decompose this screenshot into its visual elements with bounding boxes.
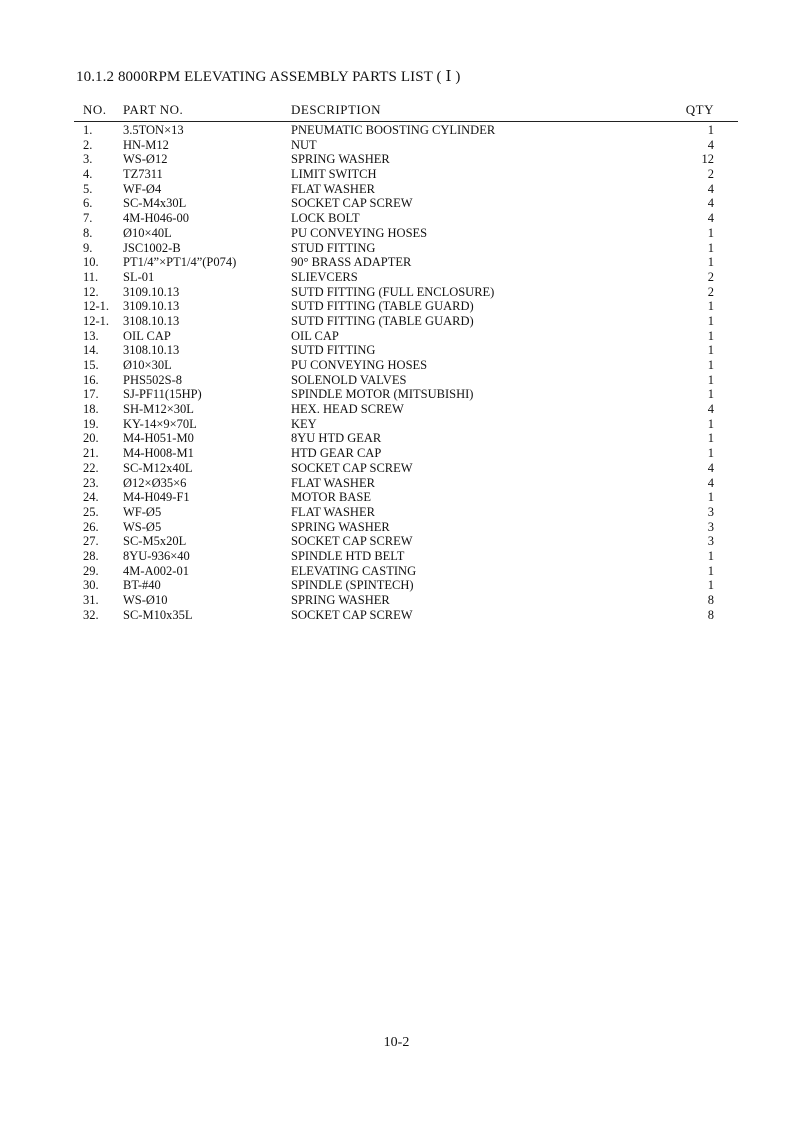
cell-part-no: PT1/4”×PT1/4”(P074): [123, 255, 237, 270]
cell-part-no: M4-H008-M1: [123, 446, 194, 461]
cell-no: 31.: [83, 593, 99, 607]
table-row: [74, 520, 738, 535]
cell-qty: 2: [707, 269, 714, 284]
cell-part-no: KY-14×9×70L: [123, 416, 197, 431]
table-row: [74, 476, 738, 491]
cell-part-no: JSC1002-B: [123, 240, 181, 255]
cell-qty: 4: [707, 196, 714, 211]
table-row: [74, 138, 738, 153]
cell-qty: 1: [707, 358, 714, 372]
table-row: [74, 182, 738, 197]
cell-qty: 1: [707, 578, 714, 593]
table-row: [74, 358, 738, 373]
cell-part-no: M4-H051-M0: [123, 431, 194, 446]
table-row: [74, 196, 738, 211]
cell-qty: 4: [707, 460, 714, 475]
cell-no: 18.: [83, 402, 99, 417]
table-row: [74, 505, 738, 520]
cell-description: MOTOR BASE: [291, 490, 371, 505]
cell-description: 90° BRASS ADAPTER: [291, 255, 412, 270]
cell-qty: 1: [707, 372, 714, 387]
table-row: [74, 373, 738, 388]
cell-description: KEY: [291, 416, 317, 431]
cell-part-no: BT-#40: [123, 578, 161, 593]
page-number: 10-2: [383, 1035, 410, 1050]
table-row: [74, 534, 738, 549]
cell-description: ELEVATING CASTING: [291, 563, 417, 578]
header-description: DESCRIPTION: [291, 102, 382, 117]
cell-no: 20.: [83, 431, 99, 446]
cell-no: 14.: [83, 343, 99, 358]
cell-qty: 1: [707, 123, 714, 137]
cell-qty: 1: [707, 313, 714, 328]
cell-no: 17.: [83, 387, 99, 402]
table-row: [74, 241, 738, 256]
cell-qty: 8: [707, 607, 714, 622]
table-row: [74, 446, 738, 461]
cell-description: SUTD FITTING: [291, 343, 376, 358]
cell-part-no: 3108.10.13: [123, 343, 180, 358]
cell-qty: 4: [707, 402, 714, 417]
cell-description: PNEUMATIC BOOSTING CYLINDER: [291, 123, 496, 137]
cell-no: 11.: [83, 269, 99, 284]
cell-qty: 12: [701, 152, 714, 167]
cell-description: SOCKET CAP SCREW: [291, 534, 413, 549]
cell-part-no: SJ-PF11(15HP): [123, 387, 202, 402]
cell-part-no: Ø10×40L: [123, 225, 172, 240]
cell-part-no: 3109.10.13: [123, 284, 180, 299]
cell-qty: 1: [707, 225, 714, 240]
cell-part-no: 4M-A002-01: [123, 563, 189, 578]
cell-description: FLAT WASHER: [291, 181, 375, 196]
cell-description: SOCKET CAP SCREW: [291, 607, 413, 622]
cell-part-no: SC-M10x35L: [123, 607, 193, 622]
table-row: [74, 329, 738, 344]
cell-qty: 1: [707, 490, 714, 505]
cell-part-no: PHS502S-8: [123, 372, 183, 387]
cell-part-no: SL-01: [123, 269, 155, 284]
cell-description: LIMIT SWITCH: [291, 167, 377, 182]
cell-no: 2.: [83, 137, 93, 152]
cell-qty: 2: [707, 167, 714, 182]
cell-no: 4.: [83, 167, 93, 182]
cell-no: 23.: [83, 475, 99, 490]
cell-qty: 1: [707, 446, 714, 461]
cell-description: SOLENOLD VALVES: [291, 372, 407, 387]
cell-part-no: 3.5TON×13: [123, 123, 184, 137]
cell-qty: 1: [707, 387, 714, 402]
cell-no: 30.: [83, 578, 99, 593]
cell-qty: 3: [707, 519, 714, 534]
cell-no: 19.: [83, 416, 99, 431]
table-row: [74, 387, 738, 402]
cell-no: 6.: [83, 196, 93, 211]
cell-no: 9.: [83, 240, 93, 255]
cell-qty: 1: [707, 548, 714, 563]
cell-no: 13.: [83, 328, 99, 343]
cell-part-no: SH-M12×30L: [123, 402, 194, 417]
cell-no: 26.: [83, 519, 99, 534]
cell-part-no: SC-M12x40L: [123, 460, 193, 475]
cell-qty: 3: [707, 534, 714, 549]
table-row: [74, 490, 738, 505]
table-row: [74, 593, 738, 608]
cell-description: STUD FITTING: [291, 240, 376, 255]
table-row: [74, 402, 738, 417]
cell-part-no: Ø12×Ø35×6: [123, 475, 187, 490]
cell-description: HTD GEAR CAP: [291, 446, 382, 461]
cell-description: HEX. HEAD SCREW: [291, 402, 404, 417]
cell-part-no: WS-Ø5: [123, 519, 162, 534]
table-row: [74, 285, 738, 300]
table-row: [74, 152, 738, 167]
cell-part-no: Ø10×30L: [123, 358, 172, 372]
cell-no: 12.: [83, 284, 99, 299]
cell-description: FLAT WASHER: [291, 475, 375, 490]
cell-qty: 1: [707, 328, 714, 343]
cell-no: 7.: [83, 211, 93, 226]
cell-description: SUTD FITTING (TABLE GUARD): [291, 299, 474, 314]
cell-qty: 1: [707, 563, 714, 578]
cell-description: NUT: [291, 137, 317, 152]
cell-description: PU CONVEYING HOSES: [291, 225, 428, 240]
cell-qty: 1: [707, 343, 714, 358]
cell-description: 8YU HTD GEAR: [291, 431, 382, 446]
cell-qty: 4: [707, 211, 714, 226]
cell-description: SOCKET CAP SCREW: [291, 460, 413, 475]
cell-part-no: HN-M12: [123, 137, 169, 152]
cell-no: 21.: [83, 446, 99, 461]
cell-no: 32.: [83, 607, 99, 622]
page-title: 10.1.2 8000RPM ELEVATING ASSEMBLY PARTS LIST ( Ⅰ ): [76, 69, 461, 85]
cell-qty: 1: [707, 416, 714, 431]
cell-qty: 1: [707, 299, 714, 314]
table-row: [74, 255, 738, 270]
cell-description: SPRING WASHER: [291, 593, 390, 607]
cell-part-no: M4-H049-F1: [123, 490, 190, 505]
cell-qty: 8: [707, 593, 714, 607]
cell-qty: 4: [707, 475, 714, 490]
cell-part-no: 8YU-936×40: [123, 548, 190, 563]
parts-table: [74, 101, 738, 622]
cell-no: 3.: [83, 152, 93, 167]
table-row: [74, 608, 738, 623]
table-row: [74, 299, 738, 314]
table-row: [74, 578, 738, 593]
cell-description: SLIEVCERS: [291, 269, 358, 284]
cell-part-no: WF-Ø4: [123, 181, 162, 196]
table-row: [74, 314, 738, 329]
header-part-no: PART NO.: [123, 102, 184, 117]
cell-part-no: OIL CAP: [123, 328, 171, 343]
table-row: [74, 343, 738, 358]
cell-description: SPRING WASHER: [291, 519, 390, 534]
cell-qty: 4: [707, 137, 714, 152]
cell-description: OIL CAP: [291, 328, 339, 343]
table-row: [74, 564, 738, 579]
cell-no: 16.: [83, 372, 99, 387]
cell-qty: 1: [707, 431, 714, 446]
cell-no: 12-1.: [83, 299, 110, 314]
cell-part-no: WF-Ø5: [123, 504, 162, 519]
table-row: [74, 461, 738, 476]
cell-description: SPINDLE MOTOR (MITSUBISHI): [291, 387, 474, 402]
cell-no: 24.: [83, 490, 99, 505]
cell-part-no: 4M-H046-00: [123, 211, 189, 226]
header-qty: QTY: [685, 102, 714, 117]
cell-part-no: 3109.10.13: [123, 299, 180, 314]
cell-qty: 3: [707, 504, 714, 519]
cell-description: PU CONVEYING HOSES: [291, 358, 428, 372]
cell-part-no: 3108.10.13: [123, 313, 180, 328]
cell-part-no: TZ7311: [123, 167, 163, 182]
cell-description: LOCK BOLT: [291, 211, 360, 226]
table-row: [74, 211, 738, 226]
cell-qty: 1: [707, 240, 714, 255]
table-row: [74, 549, 738, 564]
table-row: [74, 123, 738, 138]
cell-no: 22.: [83, 460, 99, 475]
cell-no: 25.: [83, 504, 99, 519]
table-row: [74, 270, 738, 285]
cell-description: FLAT WASHER: [291, 504, 375, 519]
cell-no: 1.: [83, 123, 93, 137]
cell-qty: 1: [707, 255, 714, 270]
cell-no: 15.: [83, 358, 99, 372]
cell-no: 27.: [83, 534, 99, 549]
cell-qty: 2: [707, 284, 714, 299]
header-no: NO.: [83, 102, 107, 117]
cell-description: SPINDLE (SPINTECH): [291, 578, 414, 593]
cell-description: SPINDLE HTD BELT: [291, 548, 405, 563]
cell-description: SOCKET CAP SCREW: [291, 196, 413, 211]
cell-description: SPRING WASHER: [291, 152, 390, 167]
table-row: [74, 431, 738, 446]
table-row: [74, 226, 738, 241]
cell-no: 8.: [83, 225, 93, 240]
table-body: [74, 122, 738, 622]
cell-qty: 4: [707, 181, 714, 196]
cell-part-no: SC-M4x30L: [123, 196, 187, 211]
cell-description: SUTD FITTING (TABLE GUARD): [291, 313, 474, 328]
cell-no: 28.: [83, 548, 99, 563]
table-row: [74, 417, 738, 432]
cell-no: 5.: [83, 181, 93, 196]
cell-no: 10.: [83, 255, 99, 270]
cell-no: 29.: [83, 563, 99, 578]
cell-part-no: SC-M5x20L: [123, 534, 187, 549]
table-header: [74, 101, 738, 122]
cell-no: 12-1.: [83, 313, 110, 328]
cell-part-no: WS-Ø10: [123, 593, 168, 607]
table-row: [74, 167, 738, 182]
cell-description: SUTD FITTING (FULL ENCLOSURE): [291, 284, 495, 299]
cell-part-no: WS-Ø12: [123, 152, 168, 167]
